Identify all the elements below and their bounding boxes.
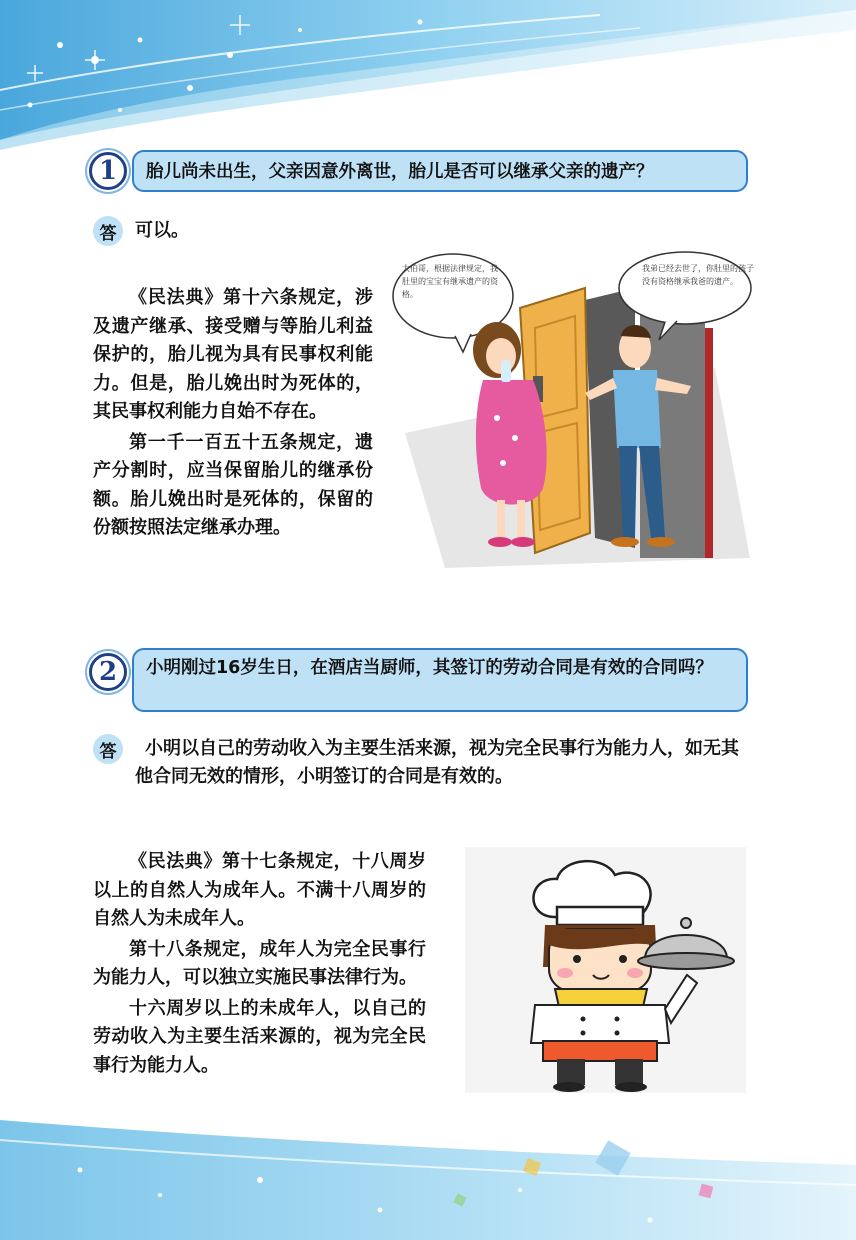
answer-2-text: 小明以自己的劳动收入为主要生活来源，视为完全民事行为能力人，如无其他合同无效的情形，小明签订的合同是有效的。 [135, 738, 739, 787]
q2-paragraph-3: 十六周岁以上的未成年人，以自己的劳动收入为主要生活来源的，视为完全民事行为能力人。 [93, 997, 426, 1076]
question-2-legal-text [93, 848, 426, 1080]
answer-1-text: 可以。 [135, 220, 189, 241]
bottom-decorative-banner [0, 1100, 856, 1240]
top-decorative-banner [0, 0, 856, 150]
question-1-legal-text [93, 284, 373, 543]
question-2-title: 小明刚过16岁生日，在酒店当厨师，其签订的劳动合同是有效的合同吗？ [132, 648, 748, 712]
question-2-number: 2 [89, 653, 127, 691]
q2-paragraph-1: 《民法典》第十七条规定，十八周岁以上的自然人为成年人。不满十八周岁的自然人为未成年人。 [93, 851, 426, 929]
speech-bubble-man: 我弟已经去世了，你肚里的孩子没有资格继承我爸的遗产。 [642, 264, 754, 286]
q2-paragraph-2: 第十八条规定，成年人为完全民事行为能力人，可以独立实施民事法律行为。 [93, 938, 426, 988]
speech-bubble-woman: 大伯哥，根据法律规定，我肚里的宝宝有继承遗产的资格。 [402, 264, 498, 299]
chef-illustration [465, 847, 746, 1093]
q1-paragraph-1: 《民法典》第十六条规定，涉及遗产继承、接受赠与等胎儿利益保护的，胎儿视为具有民事权利能力。但是，胎儿娩出时为死体的，其民事权利能力自始不存在。 [93, 287, 373, 422]
question-1-number: 1 [89, 152, 127, 190]
question-1-title: 胎儿尚未出生，父亲因意外离世，胎儿是否可以继承父亲的遗产？ [132, 150, 748, 192]
answer-1-badge: 答 [93, 216, 123, 246]
answer-2-badge: 答 [93, 734, 123, 764]
q1-paragraph-2: 第一千一百五十五条规定，遗产分割时，应当保留胎儿的继承份额。胎儿娩出时是死体的，保留的份额按照法定继承办理。 [93, 431, 373, 538]
